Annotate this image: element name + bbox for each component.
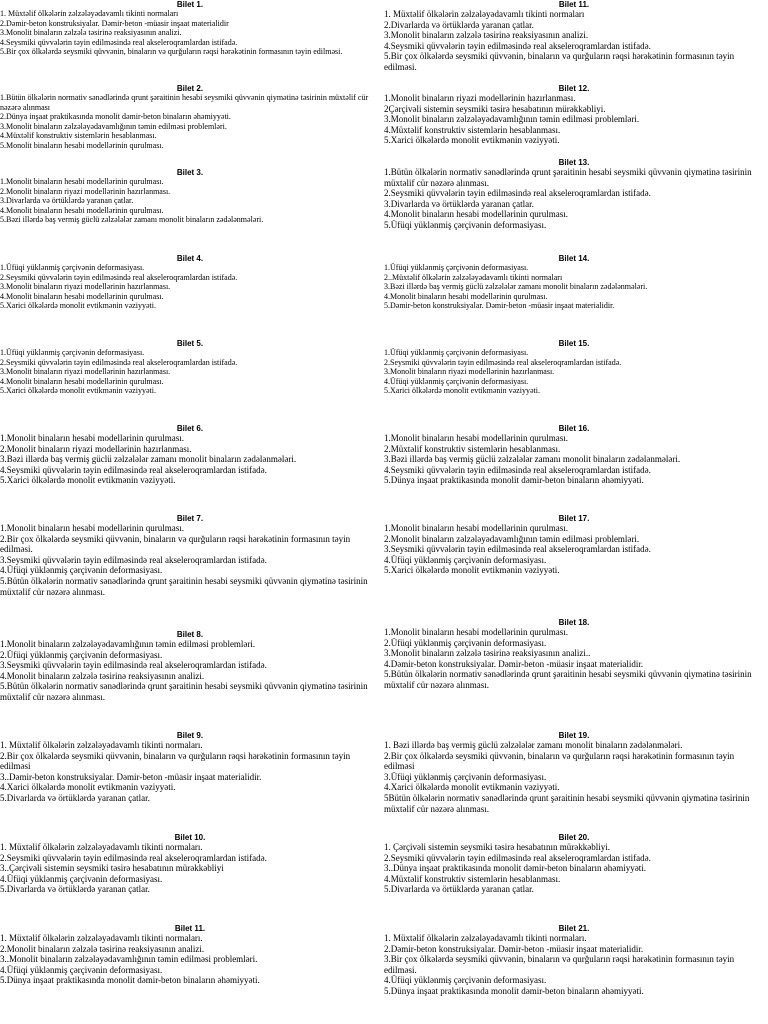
ticket-title: Bilet 18. — [558, 618, 590, 627]
question-item: 3..Dəmir-beton konstruksiyalar. Dəmir-beton -müasir inşaat materialidir. — [0, 771, 262, 782]
question-item: 5.Xarici ölkələrdə monolit evtikmənin vəziyyəti. — [0, 301, 156, 311]
question-item: 3.Bəzi illərdə baş vermiş güclü zəlzələlər zamanı monolit binaların zədələnmələri. — [384, 454, 681, 465]
ticket-right-1 — [384, 0, 764, 73]
ticket-title: Bilet 2. — [176, 84, 204, 93]
question-item: 4.Seysmiki qüvvələrin təyin edilməsində real akseleroqramlardan istifadə. — [384, 464, 651, 475]
question-item: 1. Çərçivəli sistemin seysmiki təsirə hesabatının mürəkkəbliyi. — [384, 842, 610, 852]
ticket-title: Bilet 19. — [558, 731, 590, 740]
question-item: 2.Monolit binaların zəlzələ təsirinə reaksiyasının analizi. — [0, 943, 205, 954]
question-item: 2.Bir çox ölkələrdə seysmiki qüvvənin, binaların və qurğuların rəqsi hərəkətinin formasının təyin edilməsi — [384, 750, 735, 772]
question-item: 5.Xarici ölkələrdə monolit evtikmənin vəziyyəti. — [384, 386, 540, 396]
ticket-title: Bilet 6. — [176, 424, 204, 433]
question-item: 2.Bir çox ölkələrdə seysmiki qüvvənin, binaların və qurğuların rəqsi hərəkətinin formasının təyin edilməsi — [0, 750, 351, 772]
question-item: 2.Üfüqi yüklənmiş çərçivənin deformasiyası. — [0, 649, 163, 660]
ticket-title: Bilet 8. — [176, 630, 204, 639]
ticket-left-1 — [0, 0, 380, 57]
question-item: 1.Monolit binaların zəlzələyədavamlığının təmin edilməsi problemləri. — [0, 639, 256, 649]
question-item: 3.Bəzi illərdə baş vermiş güclü zəlzələlər zamanı monolit binaların zədələnmələri. — [0, 454, 297, 465]
ticket-left-9 — [0, 731, 380, 804]
question-item: 3.Monolit binaların zəlzələ təsirinə reaksiyasının analizi. — [0, 28, 182, 38]
question-item: 3.Seysmiki qüvvələrin təyin edilməsində real akseleroqramlardan istifadə. — [0, 660, 267, 671]
ticket-left-3 — [0, 168, 380, 225]
question-item: 4.Üfüqi yüklənmiş çərçivənin deformasiyası. — [384, 975, 547, 986]
question-item: 3.Monolit binaların riyazi modellərinin hazırlanması. — [0, 282, 171, 292]
ticket-title: Bilet 9. — [176, 731, 204, 740]
ticket-right-5 — [384, 339, 764, 396]
question-item: 5.Divarlarda və örtüklərdə yaranan çatlar. — [0, 884, 150, 895]
question-item: 2.Dəmir-beton konstruksiyalar. Dəmir-beton -müasir inşaat materialidir — [0, 18, 229, 28]
ticket-title: Bilet 10. — [174, 833, 206, 842]
question-item: 5.Divarlarda və örtüklərdə yaranan çatlar. — [384, 884, 534, 895]
ticket-title: Bilet 17. — [558, 514, 590, 523]
question-item: 3.Monolit binaların riyazi modellərinin hazırlanması. — [384, 367, 555, 377]
question-item: 3.Monolit binaların riyazi modellərinin hazırlanması. — [0, 367, 171, 377]
ticket-right-7 — [384, 514, 764, 576]
ticket-left-4 — [0, 254, 380, 311]
question-item: 5.Bir çox ölkələrdə seysmiki qüvvənin, binaların və qurğuların rəqsi hərəkətinin formasının təyin edilməsi. — [384, 51, 735, 72]
question-item: 4.Monolit binaların hesabi modellərinin qurulması. — [0, 376, 164, 386]
question-item: 1. Müxtəlif ölkələrin zəlzələyədavamlı tikinti normaları. — [0, 842, 203, 852]
ticket-right-2 — [384, 84, 764, 146]
question-item: 5.Bəzi illərdə baş vermiş güclü zəlzələlər zamanı monolit binaların zədələnmələri. — [0, 215, 264, 225]
ticket-right-9 — [384, 731, 764, 814]
question-item: 4.Monolit binaların hesabi modellərinin qurulması. — [0, 205, 164, 215]
question-item: 1. Bəzi illərdə baş vermiş güclü zəlzələlər zamanı monolit binaların zədələnmələri. — [384, 740, 683, 750]
question-item: 1.Monolit binaların hesabi modellərinin qurulması. — [0, 177, 164, 186]
question-item: 4.Monolit binaların zəlzələ təsirinə reaksiyasının analizi. — [0, 670, 205, 681]
question-item: 3.Monolit binaların zəlzələ təsirinə reaksiyasının analizi.. — [384, 648, 591, 659]
question-item: 2.Divarlarda və örtüklərdə yaranan çatlar. — [384, 19, 534, 30]
question-item: 1. Müxtəlif ölkələrin zəlzələyədavamlı tikinti normaları — [384, 9, 585, 19]
question-item: 2.Seysmiki qüvvələrin təyin edilməsində real akseleroqramlardan istifadə. — [0, 852, 267, 863]
ticket-title: Bilet 11. — [558, 0, 590, 9]
question-item: 2.Bir çox ölkələrdə seysmiki qüvvənin, binaların və qurğuların rəqsi hərəkətinin formasının təyin edilməsi. — [0, 533, 351, 555]
ticket-title: Bilet 4. — [176, 254, 204, 263]
question-item: 4.Seysmiki qüvvələrin təyin edilməsində real akseleroqramlardan istifadə. — [0, 37, 238, 47]
ticket-right-6 — [384, 424, 764, 486]
question-item: 1. Müxtəlif ölkələrin zəlzələyədavamlı tikinti normaları — [0, 9, 179, 18]
question-item: 5.Xarici ölkələrdə monolit evtikmənin vəziyyəti. — [384, 565, 560, 576]
question-item: 3.Seysmiki qüvvələrin təyin edilməsində real akseleroqramlardan istifadə. — [0, 554, 267, 565]
question-item: 5Bütün ölkələrin normativ sənədlərində qrunt şəraitinin hesabi seysmiki qüvvənin qiymətinə təsirinin müxtəlif cür nəzərə alınması. — [384, 792, 750, 814]
question-item: 1. Müxtəlif ölkələrin zəlzələyədavamlı tikinti normaları. — [0, 933, 203, 943]
question-item: 3.Üfüqi yüklənmiş çərçivənin deformasiyası. — [384, 771, 547, 782]
question-item: 1.Üfüqi yüklənmiş çərçivənin deformasiyası. — [0, 263, 145, 272]
question-item: 3.Bir çox ölkələrdə seysmiki qüvvənin, binaların və qurğuların rəqsi hərəkətinin formasının təyin edilməsi. — [384, 954, 735, 975]
question-item: 2.Seysmiki qüvvələrin təyin edilməsində real akseleroqramlardan istifadə. — [384, 357, 622, 367]
question-item: 2.Seysmiki qüvvələrin təyin edilməsində real akseleroqramlardan istifadə. — [384, 188, 651, 199]
question-item: 2.Monolit binaların riyazi modellərinin hazırlanması. — [0, 443, 192, 454]
question-item: 4.Dəmir-beton konstruksiyalar. Dəmir-beton -müasir inşaat materialidir. — [384, 658, 644, 669]
question-item: 3..Çərçivəli sistemin seysmiki təsirə hesabatının mürəkkəbliyi — [0, 863, 224, 874]
question-item: 5.Xarici ölkələrdə monolit evtikmənin vəziyyəti. — [0, 386, 156, 396]
question-item: 5.Monolit binaların hesabi modellərinin qurulması. — [0, 140, 164, 150]
question-item: 3.Seysmiki qüvvələrin təyin edilməsində real akseleroqramlardan istifadə. — [384, 544, 651, 555]
question-item: 4.Müxtəlif konstruktiv sistemlərin hesablanması. — [384, 124, 561, 135]
ticket-title: Bilet 7. — [176, 514, 204, 523]
ticket-title: Bilet 5. — [176, 339, 204, 348]
question-item: 4.Müxtəlif konstruktiv sistemlərin hesablanması. — [0, 131, 157, 141]
question-item: 4.Monolit binaların hesabi modellərinin qurulması. — [0, 291, 164, 301]
ticket-title: Bilet 13. — [558, 158, 590, 167]
question-item: 4.Üfüqi yüklənmiş çərçivənin deformasiyası. — [0, 964, 163, 975]
ticket-title: Bilet 3. — [176, 168, 204, 177]
question-item: 4.Xarici ölkələrdə monolit evtikmənin vəziyyəti. — [0, 782, 176, 793]
question-item: 5.Bütün ölkələrin normativ sənədlərində qrunt şəraitinin hesabi seysmiki qüvvənin qiymətinə təsirinin müxtəlif cür nəzərə alınması. — [0, 575, 368, 597]
ticket-title: Bilet 20. — [558, 833, 590, 842]
question-item: 1.Monolit binaların riyazi modellərinin hazırlanması. — [384, 93, 576, 103]
question-item: 4.Üfüqi yüklənmiş çərçivənin deformasiyası. — [384, 554, 547, 565]
question-item: 1.Monolit binaların hesabi modellərinin qurulması. — [384, 523, 568, 533]
ticket-right-3 — [384, 158, 764, 231]
question-item: 2.Seysmiki qüvvələrin təyin edilməsində real akseleroqramlardan istifadə. — [0, 272, 238, 282]
question-item: 3.Monolit binaların zəlzələ təsirinə reaksiyasının analizi. — [384, 30, 589, 41]
question-item: 3.Divarlarda və örtüklərdə yaranan çatlar. — [384, 198, 534, 209]
ticket-title: Bilet 11. — [174, 924, 206, 933]
question-item: 3.Divarlarda və örtüklərdə yaranan çatlar. — [0, 196, 134, 206]
question-item: 2.Monolit binaların riyazi modellərinin hazırlanması. — [0, 186, 171, 196]
question-item: 2.Seysmiki qüvvələrin təyin edilməsində real akseleroqramlardan istifadə. — [384, 852, 651, 863]
question-item: 4.Seysmiki qüvvələrin təyin edilməsində real akseleroqramlardan istifadə. — [0, 464, 267, 475]
question-item: 4.Seysmiki qüvvələrin təyin edilməsində real akseleroqramlardan istifadə. — [384, 40, 651, 51]
question-item: 5.Bir çox ölkələrdə seysmiki qüvvənin, binaların və qurğuların rəqsi hərəkətinin formasının təyin edilməsi. — [0, 47, 343, 57]
question-item: 5.Bütün ölkələrin normativ sənədlərində qrunt şəraitinin hesabi seysmiki qüvvənin qiymətinə təsirinin müxtəlif cür nəzərə alınması. — [384, 669, 752, 690]
question-item: 1.Monolit binaların hesabi modellərinin qurulması. — [0, 523, 184, 533]
question-item: 2..Müxtəlif ölkələrin zəlzələyədavamlı tikinti normaları — [384, 272, 563, 282]
question-item: 5.Dəmir-beton konstruksiyalar. Dəmir-beton -müasir inşaat materialidir. — [384, 301, 615, 311]
question-item: 4.Müxtəlif konstruktiv sistemlərin hesablanması. — [384, 873, 561, 884]
question-item: 3.Bəzi illərdə baş vermiş güclü zəlzələlər zamanı monolit binaların zədələnmələri. — [384, 282, 648, 292]
ticket-right-8 — [384, 618, 764, 691]
question-item: 2.Üfüqi yüklənmiş çərçivənin deformasiyası. — [384, 637, 547, 648]
ticket-title: Bilet 15. — [558, 339, 590, 348]
question-item: 1.Monolit binaların hesabi modellərinin qurulması. — [0, 433, 184, 443]
question-item: 5.Dünya inşaat praktikasında monolit dəmir-beton binaların əhəmiyyəti. — [0, 975, 260, 986]
ticket-left-6 — [0, 424, 380, 486]
question-item: 2.Seysmiki qüvvələrin təyin edilməsində real akseleroqramlardan istifadə. — [0, 357, 238, 367]
ticket-left-10 — [0, 833, 380, 895]
question-item: 3..Monolit binaların zəlzələyədavamlığının təmin edilməsi problemləri. — [0, 954, 258, 965]
question-item: 1.Üfüqi yüklənmiş çərçivənin deformasiyası. — [384, 348, 529, 357]
question-item: 5.Xarici ölkələrdə monolit evtikmənin vəziyyəti. — [384, 135, 560, 146]
ticket-title: Bilet 21. — [558, 924, 590, 933]
ticket-left-8 — [0, 630, 380, 703]
question-item: 1. Müxtəlif ölkələrin zəlzələyədavamlı tikinti normaları. — [384, 933, 587, 943]
ticket-title: Bilet 1. — [176, 0, 204, 9]
ticket-title: Bilet 12. — [558, 84, 590, 93]
question-item: 2.Monolit binaların zəlzələyədavamlığının təmin edilməsi problemləri. — [384, 533, 640, 544]
question-item: 1.Monolit binaların hesabi modellərinin qurulması. — [384, 627, 568, 637]
question-item: 1.Üfüqi yüklənmiş çərçivənin deformasiyası. — [0, 348, 145, 357]
question-item: 1.Üfüqi yüklənmiş çərçivənin deformasiyası. — [384, 263, 529, 272]
question-item: 5.Dünya inşaat praktikasında monolit dəmir-beton binaların əhəmiyyəti. — [384, 985, 644, 996]
ticket-title: Bilet 16. — [558, 424, 590, 433]
question-item: 4.Monolit binaların hesabi modellərinin qurulması. — [384, 291, 548, 301]
question-item: 1.Bütün ölkələrin normativ sənədlərində qrunt şəraitinin hesabi seysmiki qüvvənin qiymətinə təsirinin müxtəlif cür nəzərə alınması — [0, 93, 369, 112]
question-item: 2.Müxtəlif konstruktiv sistemlərin hesablanması. — [384, 443, 561, 454]
ticket-left-7 — [0, 514, 380, 597]
question-item: 1.Monolit binaların hesabi modellərinin qurulması. — [384, 433, 568, 443]
ticket-title: Bilet 14. — [558, 254, 590, 263]
question-item: 4.Üfüqi yüklənmiş çərçivənin deformasiyası. — [384, 376, 529, 386]
ticket-left-5 — [0, 339, 380, 396]
question-item: 2.Dünya inşaat praktikasında monolit dəmir-beton binaların əhəmiyyəti. — [0, 112, 231, 122]
question-item: 5.Dünya inşaat praktikasında monolit dəmir-beton binaların əhəmiyyəti. — [384, 475, 644, 486]
question-item: 3..Dünya inşaat praktikasında monolit dəmir-beton binaların əhəmiyyəti. — [384, 863, 647, 874]
question-item: 5.Xarici ölkələrdə monolit evtikmənin vəziyyəti. — [0, 475, 176, 486]
question-item: 4.Xarici ölkələrdə monolit evtikmənin vəziyyəti. — [384, 782, 560, 793]
question-item: 1.Bütün ölkələrin normativ sənədlərində qrunt şəraitinin hesabi seysmiki qüvvənin qiymətinə təsirinin müxtəlif cür nəzərə alınması. — [384, 167, 752, 188]
ticket-left-11 — [0, 924, 380, 986]
question-item: 5.Bütün ölkələrin normativ sənədlərində qrunt şəraitinin hesabi seysmiki qüvvənin qiymətinə təsirinin müxtəlif cür nəzərə alınması. — [0, 681, 368, 702]
ticket-left-2 — [0, 84, 380, 151]
question-item: 4.Monolit binaların hesabi modellərinin qurulması. — [384, 209, 568, 220]
question-item: 5.Üfüqi yüklənmiş çərçivənin deformasiyası. — [384, 219, 547, 230]
question-item: 1. Müxtəlif ölkələrin zəlzələyədavamlı tikinti normaları. — [0, 740, 203, 750]
question-item: 4.Üfüqi yüklənmiş çərçivənin deformasiyası. — [0, 873, 163, 884]
question-item: 4.Üfüqi yüklənmiş çərçivənin deformasiyası. — [0, 565, 163, 576]
ticket-right-11 — [384, 924, 764, 997]
question-item: 5.Divarlarda və örtüklərdə yaranan çatlar. — [0, 792, 150, 803]
question-item: 3.Monolit binaların zəlzələyədavamlığının təmin edilməsi problemləri. — [384, 114, 640, 125]
ticket-right-4 — [384, 254, 764, 311]
ticket-right-10 — [384, 833, 764, 895]
question-item: 2.Dəmir-beton konstruksiyalar. Dəmir-beton -müasir inşaat materialidir. — [384, 943, 644, 954]
question-item: 2Çərçivəli sistemin seysmiki təsirə hesabatının mürəkkəbliyi. — [384, 103, 606, 114]
question-item: 3.Monolit binaların zəlzələyədavamlığının təmin edilməsi problemləri. — [0, 121, 227, 131]
